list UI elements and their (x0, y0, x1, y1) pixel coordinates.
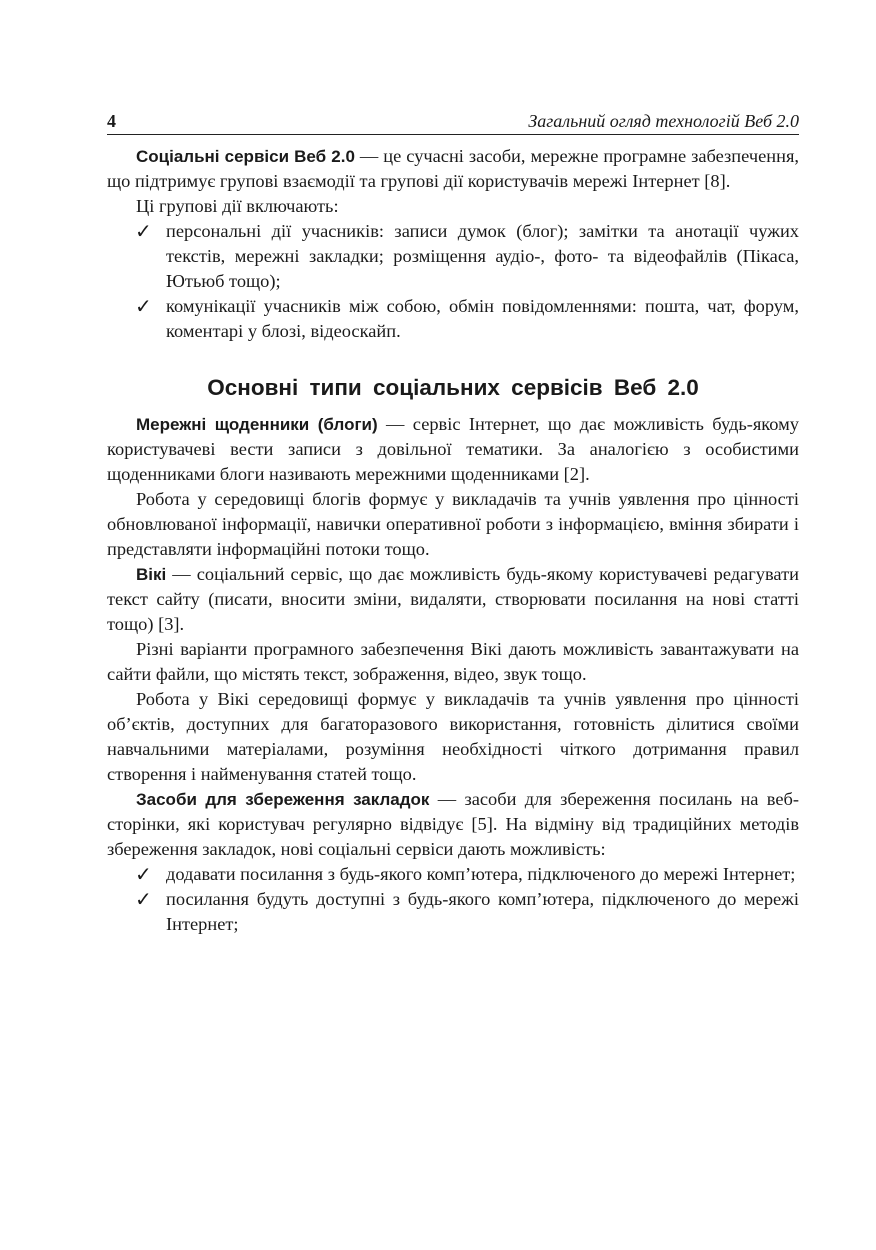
term-blogs: Мережні щоденники (блоги) (136, 415, 378, 434)
intro-definition-text: — це сучасні засоби, мережне програмне забезпечення, що підтримує групові взаємодії та групові дії користувачів мережі Інтернет [8]. (107, 146, 800, 191)
group-actions-list (107, 219, 799, 344)
blogs-paragraph: Робота у середовищі блогів формує у викладачів та учнів уявлення про цінності обновлюваної інформації, навички оперативної роботи з інформацією, вміння збирати і представляти інформаційні потоки тощо. (107, 489, 799, 559)
list-item (107, 294, 799, 344)
wiki-paragraph-software: Різні варіанти програмного забезпечення Вікі дають можливість завантажувати на сайти файли, що містять текст, зображення, відео, звук тощо. (107, 639, 799, 684)
checkmark-icon: ✓ (135, 862, 152, 886)
list-item-text: персональні дії учасників: записи думок (блог); замітки та анотації чужих текстів, мережні закладки; розміщення аудіо-, фото- та відеофайлів (Пікаса, Ютьюб тощо); (166, 221, 799, 291)
checkmark-icon: ✓ (135, 294, 152, 318)
blogs-definition-paragraph (107, 412, 799, 487)
wiki-paragraph-environment: Робота у Вікі середовищі формує у викладачів та учнів уявлення про цінності об’єктів, доступних для багаторазового використання, готовність ділитися своїми навчальними матеріалами, розуміння необхідності чіткого дотримання правил створення і найменування статей тощо. (107, 689, 799, 784)
list-item-text: комунікації учасників між собою, обмін повідомленнями: пошта, чат, форум, коментарі у блозі, відеоскайп. (166, 296, 799, 341)
list-item (107, 862, 799, 887)
running-header (107, 108, 799, 135)
wiki-definition-text: — соціальний сервіс, що дає можливість будь-якому користувачеві редагувати текст сайту (писати, вносити зміни, видаляти, створювати посилання на нові статті тощо) [3]. (107, 564, 799, 634)
intro-lead-paragraph: Ці групові дії включають: (136, 196, 339, 216)
bookmarks-definition-text: — засоби для збереження посилань на веб-сторінки, які користувач регулярно відвідує [5]. На відміну від традиційних методів збереження закладок, нові соціальні сервіси дають можливість: (107, 789, 799, 859)
document-page (107, 108, 799, 937)
checkmark-icon: ✓ (135, 219, 152, 243)
blogs-definition-text: — сервіс Інтернет, що дає можливість будь-якому користувачеві вести записи з довільної тематики. За аналогією з особистими щоденниками блоги називають мережними щоденниками [2]. (107, 414, 799, 484)
wiki-definition-paragraph (107, 562, 799, 637)
bookmarks-definition-paragraph (107, 787, 799, 862)
page-number: 4 (107, 111, 116, 131)
term-social-services: Соціальні сервіси Веб 2.0 (136, 147, 355, 166)
section-heading: Основні типи соціальних сервісів Веб 2.0 (207, 375, 699, 400)
list-item-text: посилання будуть доступні з будь-якого комп’ютера, підключеного до мережі Інтернет; (166, 889, 799, 934)
running-title: Загальний огляд технологій Веб 2.0 (528, 111, 799, 131)
term-bookmarks: Засоби для збереження закладок (136, 790, 430, 809)
list-item (107, 887, 799, 937)
checkmark-icon: ✓ (135, 887, 152, 911)
intro-definition-paragraph (107, 144, 799, 194)
list-item-text: додавати посилання з будь-якого комп’ютера, підключеного до мережі Інтернет; (166, 864, 796, 884)
bookmarks-features-list (107, 862, 799, 937)
term-wiki: Вікі (136, 565, 167, 584)
list-item (107, 219, 799, 294)
